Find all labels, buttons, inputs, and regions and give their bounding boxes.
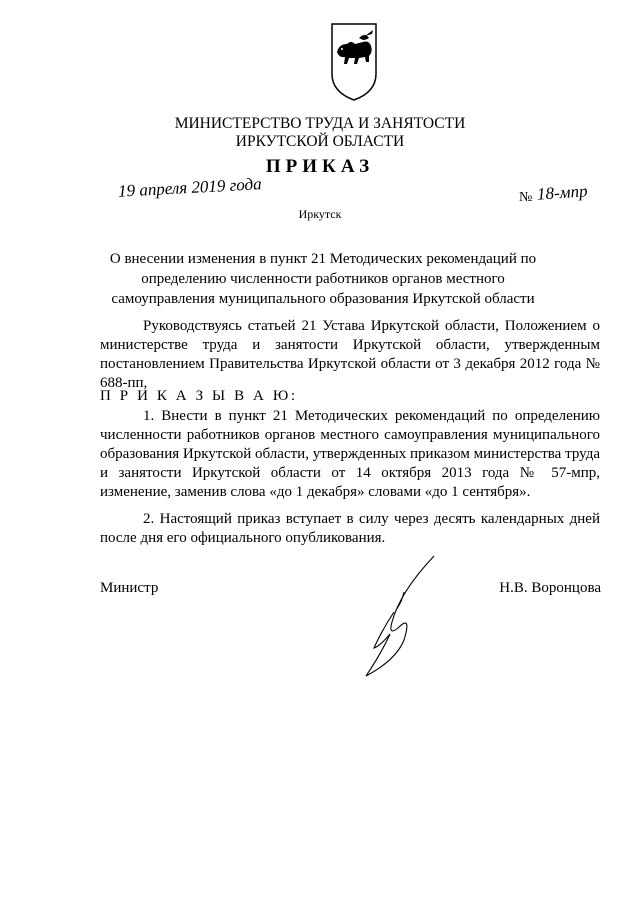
signer-name: Н.В. Воронцова <box>499 580 601 596</box>
order-item-2: 2. Настоящий приказ вступает в силу через десять календарных дней после дня его официального опубликования. <box>100 511 600 546</box>
ministry-name-line1: МИНИСТЕРСТВО ТРУДА И ЗАНЯТОСТИ <box>174 115 466 132</box>
coat-of-arms-icon <box>329 22 379 102</box>
handwritten-signature <box>330 552 450 682</box>
signer-position: Министр <box>100 580 159 596</box>
preamble-paragraph: Руководствуясь статьей 21 Устава Иркутской области, Положением о министерстве труда и занятости Иркутской области, утвержденным постановлением Правительства Иркутской области от 3 декабря 2012 года № 688-пп, <box>100 318 600 391</box>
ministry-name-line2: ИРКУТСКОЙ ОБЛАСТИ <box>235 133 405 150</box>
document-title: ПРИКАЗ <box>265 156 375 177</box>
number-label: № <box>519 190 533 205</box>
document-subject: О внесении изменения в пункт 21 Методических рекомендаций по определению численности работников органов местного самоуправления муниципального образования Иркутской области <box>109 251 537 307</box>
handwritten-number: 18-мпр <box>536 181 589 204</box>
order-item-1: 1. Внести в пункт 21 Методических рекомендаций по определению численности работников органов местного самоуправления муниципального образования Иркутской области, утвержденных приказом министерства труда и занятости Иркутской области от 14 октября 2013 года № 57-мпр, изменение, заменив слова «до 1 декабря» словами «до 1 сентября». <box>100 408 600 500</box>
handwritten-date: 19 апреля 2019 года <box>117 174 263 201</box>
city: Иркутск <box>298 207 342 221</box>
order-word: П Р И К А З Ы В А Ю: <box>100 388 298 404</box>
